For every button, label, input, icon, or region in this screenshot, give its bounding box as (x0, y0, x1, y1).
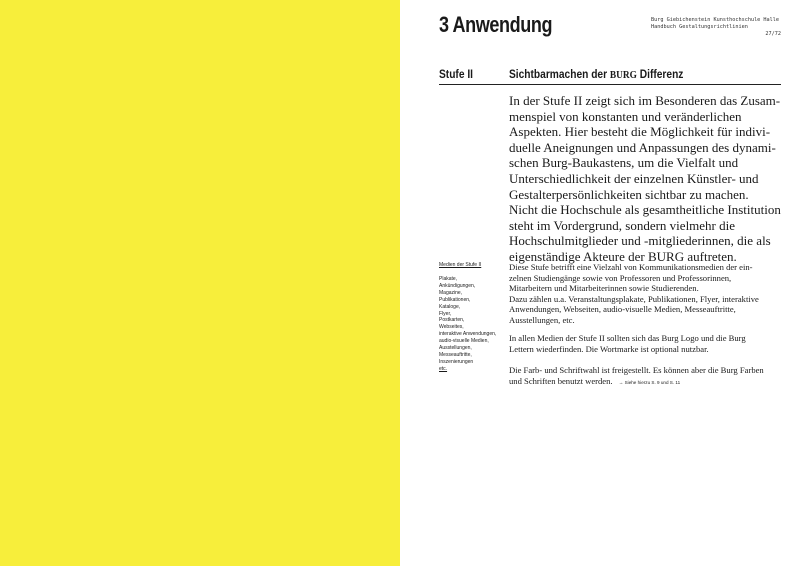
body-line: Dazu zählen u.a. Veranstaltungsplakate, Publikationen, Flyer, interaktive (509, 293, 759, 304)
lead-line: Hochschulmitglieder und -mitgliederinnen, die als (509, 233, 771, 249)
body-line: Die Farb- und Schriftwahl ist freigestellt. Es können aber die Burg Farben (509, 365, 764, 375)
media-list-item: Kataloge, (439, 303, 461, 310)
media-list-etc: etc. (439, 366, 448, 372)
lead-line: Gestalterpersönlichkeiten sichtbar zu machen. (509, 186, 749, 202)
section-heading-burg: BURG (609, 69, 637, 81)
media-list-item: Webseites, (439, 324, 464, 331)
section-divider (439, 84, 781, 85)
page-number: 27/72 (765, 31, 781, 37)
lead-line: menspiel von konstanten und veränderlichen (509, 108, 742, 124)
media-list (439, 276, 509, 366)
lead-line: steht im Vordergrund, sondern vielmehr die (509, 217, 736, 233)
header-meta (651, 17, 781, 31)
lead-last-burg: BURG (647, 248, 685, 264)
lead-paragraph (509, 93, 784, 265)
lead-last-prefix: eigenständige Akteure der (509, 248, 645, 264)
lead-line: schen Burg-Baukastens, um die Vielfalt und (509, 155, 739, 171)
stage-label: Stufe II (439, 67, 474, 81)
body-paragraph-1 (509, 262, 784, 326)
section-heading-prefix: Sichtbarmachen der (509, 67, 608, 81)
lead-last-suffix: auftreten. (687, 248, 737, 264)
cross-reference: → Siehe hierzu S. 9 und S. 11 (618, 379, 681, 385)
media-list-heading: Medien der Stufe II (439, 262, 482, 268)
media-list-item: interaktive Anwendungen, (439, 331, 497, 338)
media-list-item: Magazine, (439, 289, 463, 296)
body-line: Diese Stufe betrifft eine Vielzahl von Kommunikationsmedien der ein- (509, 262, 753, 272)
body-line-text: und Schriften benutzt werden. (509, 375, 613, 386)
body-line: Mitarbeitern und Mitarbeiterinnen sowie Studierenden. (509, 283, 699, 294)
lead-line: Unterschiedlichkeit der einzelnen Künstler- und (509, 170, 759, 186)
lead-line: Nicht die Hochschule als gesamtheitliche Institution (509, 202, 781, 218)
media-list-item: Plakate, (439, 276, 458, 282)
header-meta-line: Burg Giebichenstein Kunsthochschule Halle (651, 17, 780, 23)
media-list-item: Postkarten, (439, 317, 465, 324)
body-line: Anwendungen, Webseiten, audio-visuelle Medien, Messeauftritte, (509, 304, 736, 315)
body-paragraph-3 (509, 365, 784, 388)
media-list-item: Ausstellungen, (439, 345, 472, 352)
lead-line: duelle Aneignungen und Anpassungen des dynami- (509, 139, 776, 155)
chapter-title: 3 Anwendung (439, 12, 553, 37)
body-paragraph-2 (509, 333, 784, 354)
section-heading (509, 67, 683, 81)
media-list-item: audio-visuelle Medien, (439, 338, 489, 345)
media-list-item: Publikationen, (439, 296, 471, 303)
body-line-last (509, 376, 784, 389)
lead-line: In der Stufe II zeigt sich im Besonderen das Zusam- (509, 93, 781, 108)
media-list-item: Inszenierungen (439, 358, 474, 365)
body-line: Ausstellungen, etc. (509, 314, 575, 325)
media-list-item: Ankündigungen, (439, 282, 476, 289)
body-line: In allen Medien der Stufe II sollten sich das Burg Logo und die Burg (509, 333, 746, 343)
media-list-item: Messeauftritte, (439, 351, 472, 358)
section-heading-suffix: Differenz (639, 67, 684, 81)
lead-line: Aspekten. Hier besteht die Möglichkeit für indivi- (509, 124, 771, 140)
body-line: zelnen Studiengänge sowie von Professoren und Professorinnen, (509, 272, 732, 283)
media-list-item: Flyer, (439, 310, 452, 317)
body-line: Lettern wiederfinden. Die Wortmarke ist optional nutzbar. (509, 343, 709, 354)
header-meta-line: Handbuch Gestaltungsrichtlinien (651, 24, 748, 30)
